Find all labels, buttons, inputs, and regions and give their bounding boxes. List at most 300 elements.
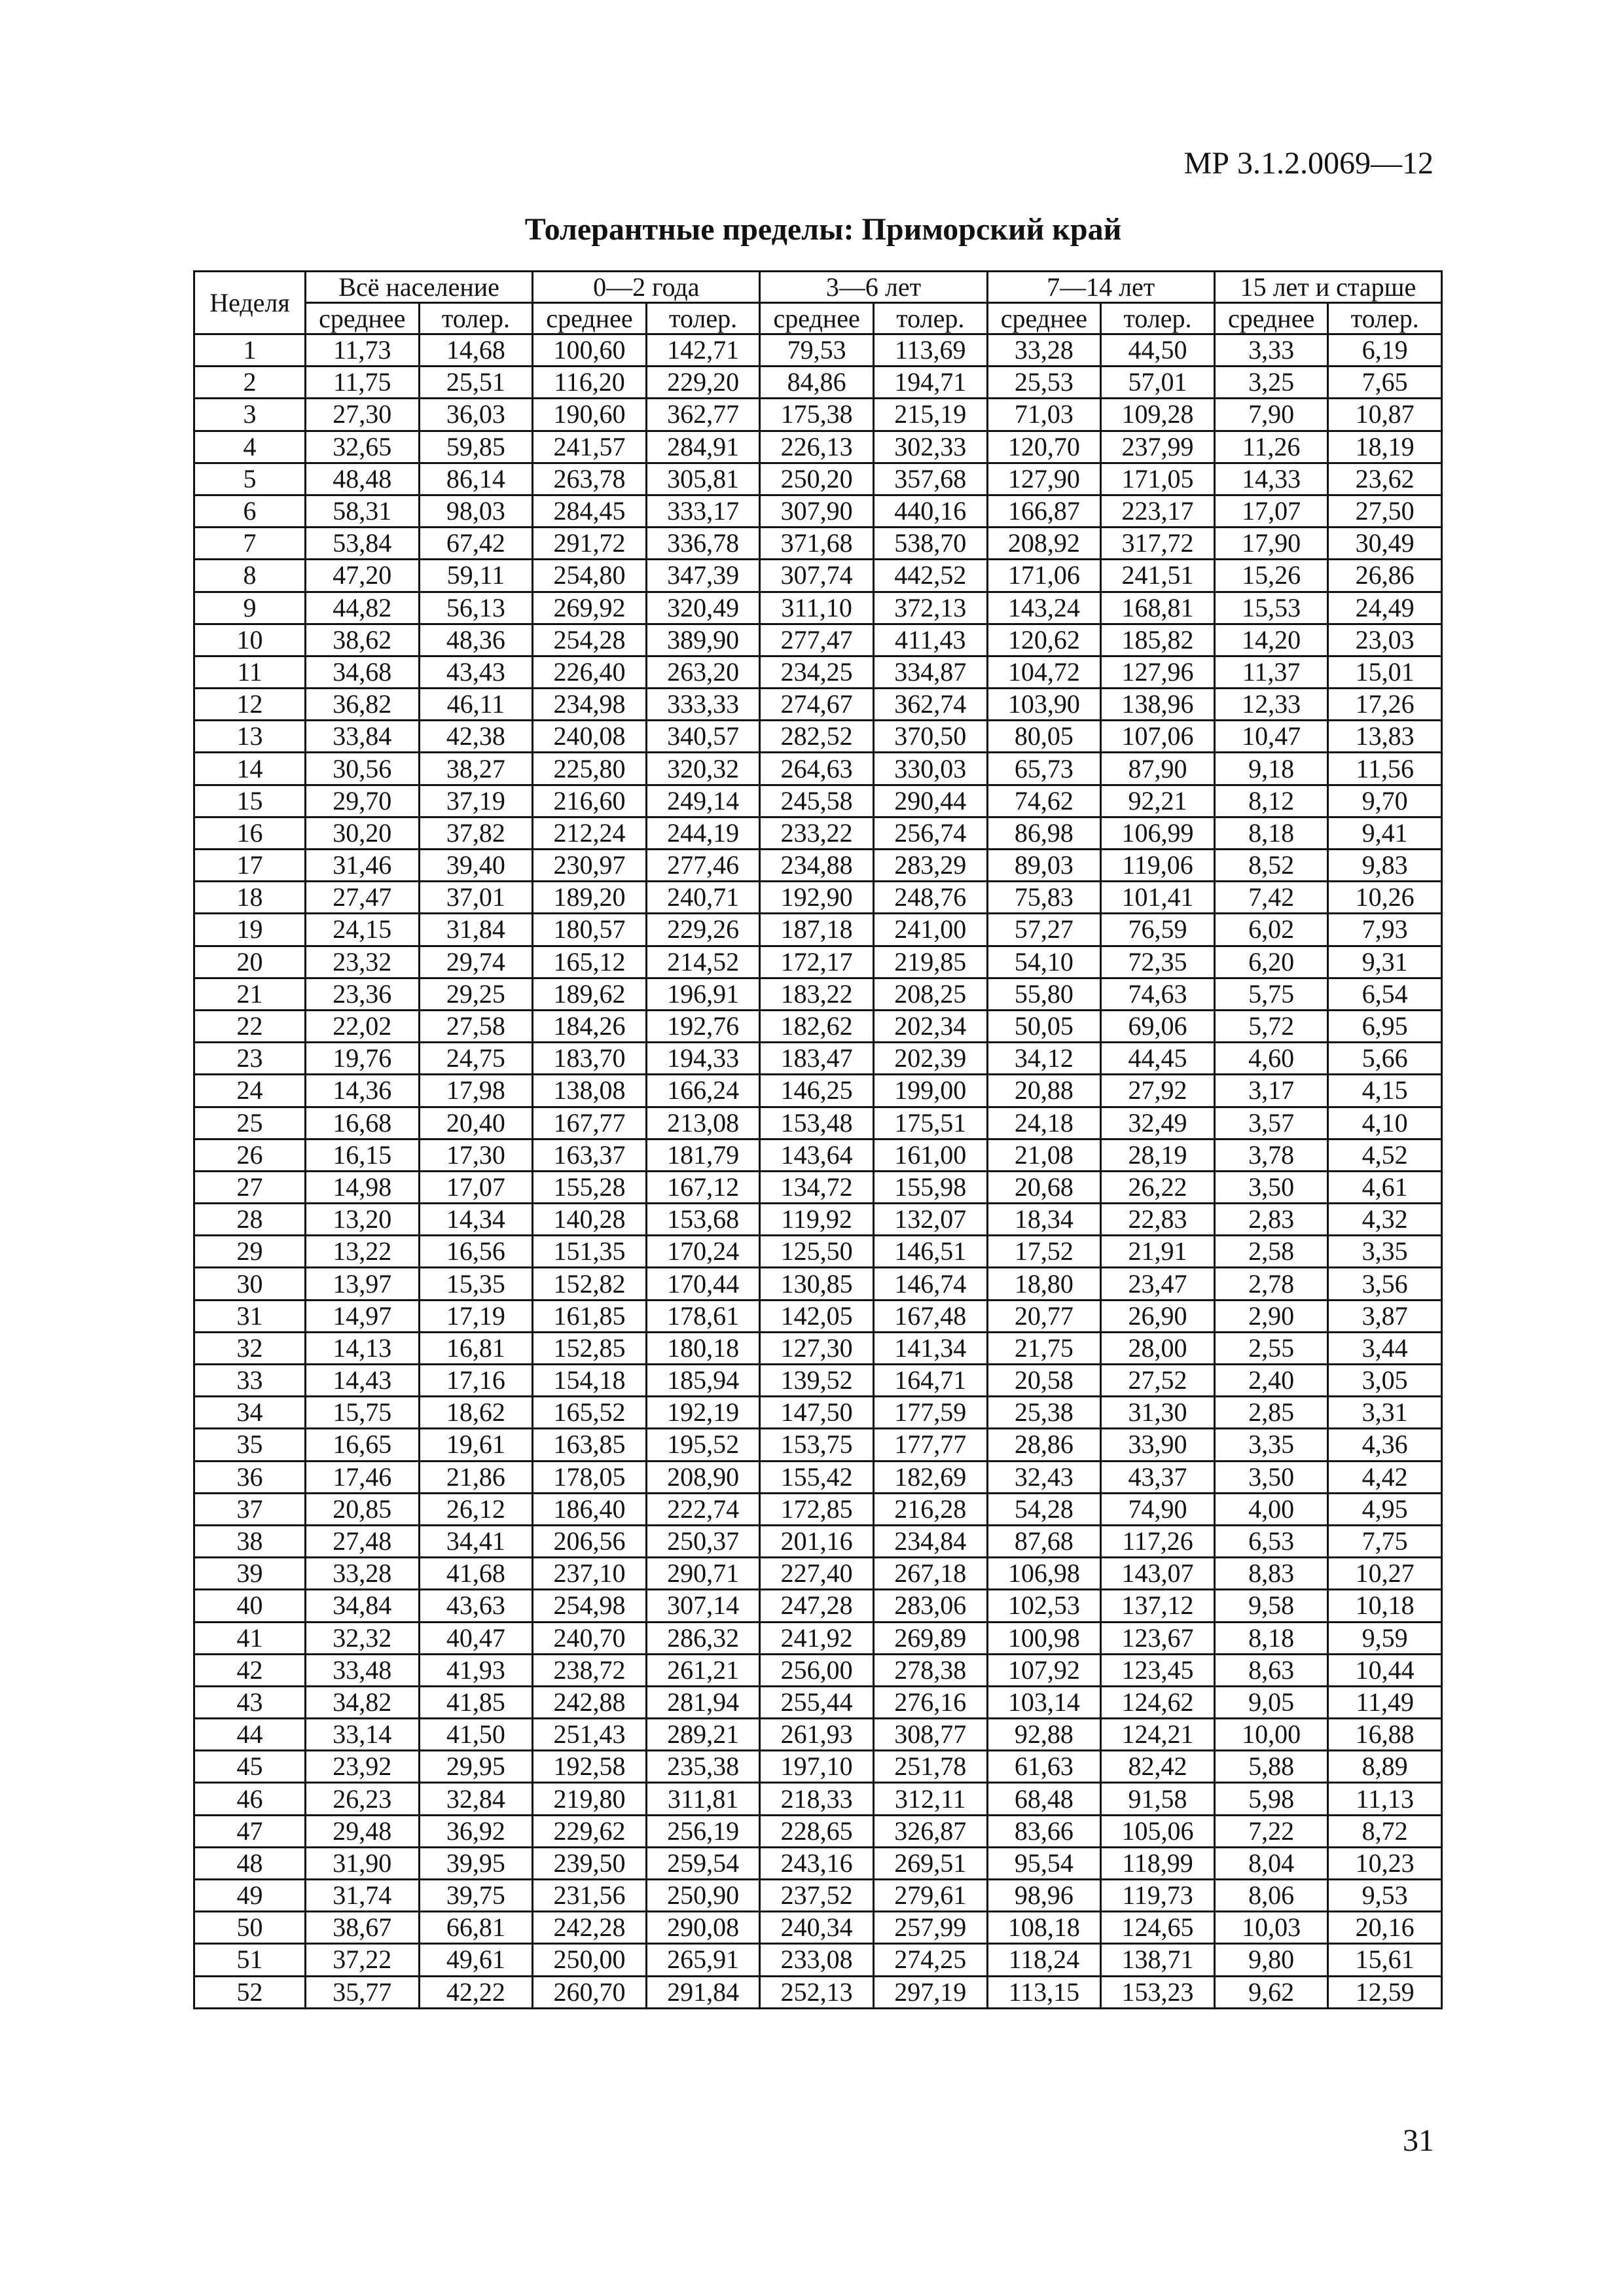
- table-row: [194, 1204, 1442, 1236]
- age-15-plus-mean-cell: 12,33: [1214, 689, 1328, 721]
- all-tolerance-cell: 59,85: [419, 431, 533, 463]
- age-0-2-mean-cell: 231,56: [533, 1880, 647, 1912]
- age-0-2-tolerance-cell: 222,74: [646, 1493, 760, 1525]
- age-0-2-tolerance-cell: 286,32: [646, 1622, 760, 1654]
- week-cell: 46: [194, 1783, 306, 1815]
- week-cell: 10: [194, 624, 306, 656]
- age-0-2-tolerance-cell: 256,19: [646, 1815, 760, 1847]
- week-cell: 18: [194, 882, 306, 914]
- age-7-14-tolerance-cell: 317,72: [1101, 528, 1215, 560]
- age-0-2-tolerance-cell: 180,18: [646, 1332, 760, 1364]
- table-row: [194, 1815, 1442, 1847]
- age-0-2-tolerance-cell: 208,90: [646, 1461, 760, 1493]
- age-15-plus-tolerance-cell: 30,49: [1328, 528, 1442, 560]
- age-0-2-tolerance-cell: 265,91: [646, 1944, 760, 1976]
- age-3-6-tolerance-cell: 283,06: [873, 1590, 987, 1622]
- table-row: [194, 1461, 1442, 1493]
- age-0-2-tolerance-cell: 281,94: [646, 1686, 760, 1718]
- age-3-6-tolerance-cell: 538,70: [873, 528, 987, 560]
- all-mean-cell: 13,97: [306, 1268, 420, 1300]
- age-15-plus-tolerance-cell: 15,61: [1328, 1944, 1442, 1976]
- age-7-14-mean-cell: 32,43: [987, 1461, 1101, 1493]
- all-tolerance-cell: 15,35: [419, 1268, 533, 1300]
- week-cell: 8: [194, 560, 306, 592]
- all-tolerance-cell: 37,01: [419, 882, 533, 914]
- age-7-14-mean-cell: 55,80: [987, 978, 1101, 1010]
- table-row: [194, 1139, 1442, 1171]
- age-15-plus-tolerance-cell: 3,56: [1328, 1268, 1442, 1300]
- age-15-plus-mean-cell: 5,98: [1214, 1783, 1328, 1815]
- age-7-14-mean-cell: 118,24: [987, 1944, 1101, 1976]
- age-0-2-mean-cell: 151,35: [533, 1236, 647, 1268]
- age-15-plus-tolerance-cell: 7,93: [1328, 914, 1442, 946]
- week-cell: 47: [194, 1815, 306, 1847]
- age-15-plus-mean-cell: 7,22: [1214, 1815, 1328, 1847]
- age-3-6-tolerance-cell: 241,00: [873, 914, 987, 946]
- age-7-14-mean-cell: 113,15: [987, 1976, 1101, 2008]
- age-15-plus-mean-cell: 8,63: [1214, 1654, 1328, 1686]
- week-cell: 6: [194, 495, 306, 527]
- age-0-2-mean-cell: 269,92: [533, 592, 647, 624]
- age-7-14-mean-cell: 20,77: [987, 1300, 1101, 1332]
- age-0-2-mean-cell: 216,60: [533, 785, 647, 817]
- sub-header-mean: среднее: [760, 303, 874, 334]
- age-7-14-mean-cell: 74,62: [987, 785, 1101, 817]
- age-0-2-tolerance-cell: 153,68: [646, 1204, 760, 1236]
- all-tolerance-cell: 16,56: [419, 1236, 533, 1268]
- age-15-plus-mean-cell: 11,26: [1214, 431, 1328, 463]
- week-cell: 44: [194, 1719, 306, 1751]
- all-tolerance-cell: 86,14: [419, 463, 533, 495]
- all-mean-cell: 31,74: [306, 1880, 420, 1912]
- all-mean-cell: 33,14: [306, 1719, 420, 1751]
- age-0-2-tolerance-cell: 240,71: [646, 882, 760, 914]
- age-15-plus-mean-cell: 5,88: [1214, 1751, 1328, 1783]
- age-15-plus-mean-cell: 9,58: [1214, 1590, 1328, 1622]
- age-0-2-mean-cell: 152,82: [533, 1268, 647, 1300]
- table-row: [194, 1654, 1442, 1686]
- age-7-14-tolerance-cell: 138,71: [1101, 1944, 1215, 1976]
- age-15-plus-mean-cell: 2,55: [1214, 1332, 1328, 1364]
- all-tolerance-cell: 43,63: [419, 1590, 533, 1622]
- all-mean-cell: 33,28: [306, 1558, 420, 1590]
- age-3-6-mean-cell: 153,48: [760, 1107, 874, 1139]
- age-15-plus-mean-cell: 10,47: [1214, 721, 1328, 753]
- table-row: [194, 1236, 1442, 1268]
- all-tolerance-cell: 41,85: [419, 1686, 533, 1718]
- age-3-6-mean-cell: 247,28: [760, 1590, 874, 1622]
- age-0-2-mean-cell: 242,88: [533, 1686, 647, 1718]
- all-mean-cell: 19,76: [306, 1043, 420, 1075]
- age-3-6-mean-cell: 172,17: [760, 946, 874, 978]
- age-7-14-tolerance-cell: 44,45: [1101, 1043, 1215, 1075]
- age-0-2-mean-cell: 167,77: [533, 1107, 647, 1139]
- age-3-6-tolerance-cell: 302,33: [873, 431, 987, 463]
- age-7-14-mean-cell: 71,03: [987, 399, 1101, 431]
- age-3-6-mean-cell: 237,52: [760, 1880, 874, 1912]
- age-15-plus-tolerance-cell: 9,41: [1328, 817, 1442, 849]
- all-mean-cell: 14,98: [306, 1171, 420, 1203]
- week-cell: 40: [194, 1590, 306, 1622]
- age-15-plus-tolerance-cell: 11,56: [1328, 753, 1442, 785]
- week-cell: 41: [194, 1622, 306, 1654]
- age-7-14-tolerance-cell: 153,23: [1101, 1976, 1215, 2008]
- all-mean-cell: 29,48: [306, 1815, 420, 1847]
- table-row: [194, 1719, 1442, 1751]
- age-3-6-mean-cell: 252,13: [760, 1976, 874, 2008]
- week-cell: 17: [194, 850, 306, 882]
- age-7-14-tolerance-cell: 82,42: [1101, 1751, 1215, 1783]
- age-0-2-mean-cell: 100,60: [533, 334, 647, 367]
- age-15-plus-tolerance-cell: 26,86: [1328, 560, 1442, 592]
- age-7-14-mean-cell: 89,03: [987, 850, 1101, 882]
- sub-header-tolerance: толер.: [1328, 303, 1442, 334]
- age-3-6-mean-cell: 243,16: [760, 1847, 874, 1879]
- table-row: [194, 1332, 1442, 1364]
- age-0-2-tolerance-cell: 362,77: [646, 399, 760, 431]
- table-row: [194, 1686, 1442, 1718]
- age-7-14-mean-cell: 143,24: [987, 592, 1101, 624]
- week-cell: 32: [194, 1332, 306, 1364]
- age-7-14-mean-cell: 34,12: [987, 1043, 1101, 1075]
- week-cell: 31: [194, 1300, 306, 1332]
- table-row: [194, 1880, 1442, 1912]
- age-7-14-mean-cell: 75,83: [987, 882, 1101, 914]
- age-7-14-tolerance-cell: 28,19: [1101, 1139, 1215, 1171]
- week-cell: 25: [194, 1107, 306, 1139]
- age-7-14-tolerance-cell: 137,12: [1101, 1590, 1215, 1622]
- age-3-6-tolerance-cell: 182,69: [873, 1461, 987, 1493]
- age-3-6-mean-cell: 146,25: [760, 1075, 874, 1107]
- all-mean-cell: 38,67: [306, 1912, 420, 1944]
- age-7-14-mean-cell: 65,73: [987, 753, 1101, 785]
- age-15-plus-tolerance-cell: 23,03: [1328, 624, 1442, 656]
- age-15-plus-mean-cell: 3,57: [1214, 1107, 1328, 1139]
- age-15-plus-tolerance-cell: 3,44: [1328, 1332, 1442, 1364]
- week-column-header: Неделя: [194, 272, 306, 334]
- age-15-plus-tolerance-cell: 23,62: [1328, 463, 1442, 495]
- age-15-plus-tolerance-cell: 16,88: [1328, 1719, 1442, 1751]
- age-7-14-mean-cell: 127,90: [987, 463, 1101, 495]
- age-7-14-tolerance-cell: 33,90: [1101, 1429, 1215, 1461]
- age-3-6-tolerance-cell: 113,69: [873, 334, 987, 367]
- age-3-6-mean-cell: 183,47: [760, 1043, 874, 1075]
- all-tolerance-cell: 41,68: [419, 1558, 533, 1590]
- age-7-14-mean-cell: 92,88: [987, 1719, 1101, 1751]
- age-0-2-mean-cell: 230,97: [533, 850, 647, 882]
- age-7-14-mean-cell: 18,34: [987, 1204, 1101, 1236]
- age-0-2-tolerance-cell: 290,71: [646, 1558, 760, 1590]
- age-15-plus-tolerance-cell: 9,59: [1328, 1622, 1442, 1654]
- age-7-14-mean-cell: 54,10: [987, 946, 1101, 978]
- age-15-plus-tolerance-cell: 9,70: [1328, 785, 1442, 817]
- all-mean-cell: 23,36: [306, 978, 420, 1010]
- age-0-2-mean-cell: 184,26: [533, 1010, 647, 1042]
- age-7-14-tolerance-cell: 27,52: [1101, 1365, 1215, 1397]
- all-tolerance-cell: 17,98: [419, 1075, 533, 1107]
- age-3-6-tolerance-cell: 411,43: [873, 624, 987, 656]
- age-15-plus-tolerance-cell: 8,89: [1328, 1751, 1442, 1783]
- age-3-6-tolerance-cell: 357,68: [873, 463, 987, 495]
- table-row: [194, 850, 1442, 882]
- table-row: [194, 946, 1442, 978]
- all-mean-cell: 24,15: [306, 914, 420, 946]
- all-tolerance-cell: 43,43: [419, 656, 533, 688]
- age-0-2-tolerance-cell: 336,78: [646, 528, 760, 560]
- all-mean-cell: 13,20: [306, 1204, 420, 1236]
- all-tolerance-cell: 19,61: [419, 1429, 533, 1461]
- age-7-14-tolerance-cell: 28,00: [1101, 1332, 1215, 1364]
- all-mean-cell: 14,97: [306, 1300, 420, 1332]
- all-mean-cell: 34,68: [306, 656, 420, 688]
- age-15-plus-mean-cell: 8,18: [1214, 817, 1328, 849]
- table-row: [194, 978, 1442, 1010]
- all-mean-cell: 53,84: [306, 528, 420, 560]
- age-3-6-mean-cell: 240,34: [760, 1912, 874, 1944]
- age-3-6-mean-cell: 182,62: [760, 1010, 874, 1042]
- age-7-14-tolerance-cell: 72,35: [1101, 946, 1215, 978]
- age-7-14-tolerance-cell: 32,49: [1101, 1107, 1215, 1139]
- age-0-2-tolerance-cell: 229,20: [646, 367, 760, 399]
- age-7-14-mean-cell: 21,08: [987, 1139, 1101, 1171]
- age-15-plus-mean-cell: 9,80: [1214, 1944, 1328, 1976]
- age-3-6-tolerance-cell: 248,76: [873, 882, 987, 914]
- age-15-plus-mean-cell: 8,83: [1214, 1558, 1328, 1590]
- age-3-6-tolerance-cell: 146,51: [873, 1236, 987, 1268]
- all-tolerance-cell: 39,75: [419, 1880, 533, 1912]
- age-15-plus-mean-cell: 3,33: [1214, 334, 1328, 367]
- age-15-plus-tolerance-cell: 6,54: [1328, 978, 1442, 1010]
- age-3-6-tolerance-cell: 141,34: [873, 1332, 987, 1364]
- age-7-14-mean-cell: 100,98: [987, 1622, 1101, 1654]
- age-0-2-mean-cell: 155,28: [533, 1171, 647, 1203]
- age-15-plus-mean-cell: 17,90: [1214, 528, 1328, 560]
- table-row: [194, 463, 1442, 495]
- week-cell: 20: [194, 946, 306, 978]
- all-tolerance-cell: 20,40: [419, 1107, 533, 1139]
- all-mean-cell: 11,73: [306, 334, 420, 367]
- age-15-plus-mean-cell: 3,50: [1214, 1461, 1328, 1493]
- age-7-14-tolerance-cell: 138,96: [1101, 689, 1215, 721]
- age-15-plus-tolerance-cell: 15,01: [1328, 656, 1442, 688]
- table-row: [194, 882, 1442, 914]
- age-3-6-mean-cell: 153,75: [760, 1429, 874, 1461]
- age-15-plus-tolerance-cell: 9,53: [1328, 1880, 1442, 1912]
- age-15-plus-mean-cell: 15,53: [1214, 592, 1328, 624]
- table-row: [194, 689, 1442, 721]
- table-row: [194, 914, 1442, 946]
- age-0-2-mean-cell: 212,24: [533, 817, 647, 849]
- age-0-2-tolerance-cell: 213,08: [646, 1107, 760, 1139]
- age-15-plus-mean-cell: 4,00: [1214, 1493, 1328, 1525]
- age-7-14-mean-cell: 61,63: [987, 1751, 1101, 1783]
- week-cell: 3: [194, 399, 306, 431]
- age-15-plus-tolerance-cell: 3,35: [1328, 1236, 1442, 1268]
- table-row: [194, 367, 1442, 399]
- week-cell: 5: [194, 463, 306, 495]
- age-7-14-tolerance-cell: 105,06: [1101, 1815, 1215, 1847]
- table-row: [194, 1043, 1442, 1075]
- table-row: [194, 817, 1442, 849]
- sub-header-tolerance: толер.: [1101, 303, 1215, 334]
- age-7-14-mean-cell: 21,75: [987, 1332, 1101, 1364]
- age-0-2-tolerance-cell: 291,84: [646, 1976, 760, 2008]
- age-0-2-tolerance-cell: 250,37: [646, 1525, 760, 1557]
- age-15-plus-mean-cell: 8,52: [1214, 850, 1328, 882]
- age-15-plus-tolerance-cell: 10,87: [1328, 399, 1442, 431]
- age-7-14-tolerance-cell: 107,06: [1101, 721, 1215, 753]
- age-15-plus-mean-cell: 14,20: [1214, 624, 1328, 656]
- age-7-14-mean-cell: 25,38: [987, 1397, 1101, 1429]
- age-15-plus-tolerance-cell: 11,49: [1328, 1686, 1442, 1718]
- age-7-14-mean-cell: 86,98: [987, 817, 1101, 849]
- age-3-6-mean-cell: 147,50: [760, 1397, 874, 1429]
- age-7-14-tolerance-cell: 69,06: [1101, 1010, 1215, 1042]
- age-0-2-mean-cell: 161,85: [533, 1300, 647, 1332]
- all-mean-cell: 27,48: [306, 1525, 420, 1557]
- age-3-6-mean-cell: 155,42: [760, 1461, 874, 1493]
- all-tolerance-cell: 56,13: [419, 592, 533, 624]
- age-7-14-tolerance-cell: 143,07: [1101, 1558, 1215, 1590]
- age-0-2-tolerance-cell: 340,57: [646, 721, 760, 753]
- age-3-6-mean-cell: 264,63: [760, 753, 874, 785]
- week-cell: 24: [194, 1075, 306, 1107]
- all-tolerance-cell: 16,81: [419, 1332, 533, 1364]
- age-7-14-mean-cell: 20,68: [987, 1171, 1101, 1203]
- age-15-plus-mean-cell: 14,33: [1214, 463, 1328, 495]
- week-cell: 19: [194, 914, 306, 946]
- all-tolerance-cell: 18,62: [419, 1397, 533, 1429]
- all-mean-cell: 33,84: [306, 721, 420, 753]
- table-row: [194, 1751, 1442, 1783]
- age-0-2-tolerance-cell: 333,33: [646, 689, 760, 721]
- age-0-2-tolerance-cell: 311,81: [646, 1783, 760, 1815]
- age-3-6-mean-cell: 183,22: [760, 978, 874, 1010]
- age-3-6-mean-cell: 201,16: [760, 1525, 874, 1557]
- table-row: [194, 1493, 1442, 1525]
- age-0-2-mean-cell: 206,56: [533, 1525, 647, 1557]
- table-row: [194, 1107, 1442, 1139]
- week-cell: 33: [194, 1365, 306, 1397]
- age-0-2-tolerance-cell: 167,12: [646, 1171, 760, 1203]
- age-7-14-mean-cell: 54,28: [987, 1493, 1101, 1525]
- age-15-plus-mean-cell: 2,85: [1214, 1397, 1328, 1429]
- age-15-plus-tolerance-cell: 4,36: [1328, 1429, 1442, 1461]
- age-7-14-tolerance-cell: 44,50: [1101, 334, 1215, 367]
- week-cell: 26: [194, 1139, 306, 1171]
- age-0-2-mean-cell: 165,52: [533, 1397, 647, 1429]
- age-15-plus-mean-cell: 8,18: [1214, 1622, 1328, 1654]
- age-3-6-tolerance-cell: 251,78: [873, 1751, 987, 1783]
- age-15-plus-tolerance-cell: 4,15: [1328, 1075, 1442, 1107]
- table-row: [194, 592, 1442, 624]
- age-3-6-tolerance-cell: 279,61: [873, 1880, 987, 1912]
- week-cell: 52: [194, 1976, 306, 2008]
- age-15-plus-tolerance-cell: 20,16: [1328, 1912, 1442, 1944]
- age-0-2-mean-cell: 250,00: [533, 1944, 647, 1976]
- age-15-plus-tolerance-cell: 10,26: [1328, 882, 1442, 914]
- all-mean-cell: 36,82: [306, 689, 420, 721]
- all-mean-cell: 29,70: [306, 785, 420, 817]
- age-7-14-tolerance-cell: 101,41: [1101, 882, 1215, 914]
- sub-header-mean: среднее: [533, 303, 647, 334]
- age-15-plus-tolerance-cell: 9,83: [1328, 850, 1442, 882]
- age-3-6-mean-cell: 371,68: [760, 528, 874, 560]
- age-3-6-tolerance-cell: 308,77: [873, 1719, 987, 1751]
- age-0-2-mean-cell: 192,58: [533, 1751, 647, 1783]
- week-cell: 29: [194, 1236, 306, 1268]
- sub-header-mean: среднее: [1214, 303, 1328, 334]
- all-mean-cell: 11,75: [306, 367, 420, 399]
- age-0-2-mean-cell: 237,10: [533, 1558, 647, 1590]
- all-mean-cell: 32,32: [306, 1622, 420, 1654]
- all-mean-cell: 38,62: [306, 624, 420, 656]
- age-3-6-mean-cell: 79,53: [760, 334, 874, 367]
- sub-header-tolerance: толер.: [646, 303, 760, 334]
- group-header-all-population: Всё население: [306, 272, 533, 303]
- age-15-plus-tolerance-cell: 10,27: [1328, 1558, 1442, 1590]
- all-mean-cell: 17,46: [306, 1461, 420, 1493]
- all-mean-cell: 34,84: [306, 1590, 420, 1622]
- age-0-2-tolerance-cell: 181,79: [646, 1139, 760, 1171]
- age-7-14-tolerance-cell: 185,82: [1101, 624, 1215, 656]
- age-3-6-tolerance-cell: 362,74: [873, 689, 987, 721]
- all-mean-cell: 23,32: [306, 946, 420, 978]
- age-0-2-tolerance-cell: 289,21: [646, 1719, 760, 1751]
- age-7-14-tolerance-cell: 237,99: [1101, 431, 1215, 463]
- all-tolerance-cell: 14,68: [419, 334, 533, 367]
- age-0-2-tolerance-cell: 194,33: [646, 1043, 760, 1075]
- week-cell: 27: [194, 1171, 306, 1203]
- table-header: [194, 272, 1442, 334]
- table-row: [194, 1622, 1442, 1654]
- age-7-14-tolerance-cell: 21,91: [1101, 1236, 1215, 1268]
- table-row: [194, 721, 1442, 753]
- age-0-2-tolerance-cell: 259,54: [646, 1847, 760, 1879]
- age-3-6-mean-cell: 197,10: [760, 1751, 874, 1783]
- age-7-14-tolerance-cell: 87,90: [1101, 753, 1215, 785]
- age-7-14-tolerance-cell: 223,17: [1101, 495, 1215, 527]
- age-15-plus-mean-cell: 11,37: [1214, 656, 1328, 688]
- age-3-6-mean-cell: 256,00: [760, 1654, 874, 1686]
- all-mean-cell: 31,46: [306, 850, 420, 882]
- age-7-14-mean-cell: 20,88: [987, 1075, 1101, 1107]
- age-7-14-mean-cell: 104,72: [987, 656, 1101, 688]
- age-3-6-mean-cell: 307,90: [760, 495, 874, 527]
- age-0-2-tolerance-cell: 142,71: [646, 334, 760, 367]
- age-3-6-mean-cell: 228,65: [760, 1815, 874, 1847]
- age-15-plus-mean-cell: 6,20: [1214, 946, 1328, 978]
- all-tolerance-cell: 26,12: [419, 1493, 533, 1525]
- age-7-14-mean-cell: 50,05: [987, 1010, 1101, 1042]
- age-7-14-mean-cell: 25,53: [987, 367, 1101, 399]
- age-3-6-mean-cell: 274,67: [760, 689, 874, 721]
- age-3-6-tolerance-cell: 372,13: [873, 592, 987, 624]
- age-0-2-mean-cell: 234,98: [533, 689, 647, 721]
- age-15-plus-mean-cell: 15,26: [1214, 560, 1328, 592]
- age-0-2-tolerance-cell: 244,19: [646, 817, 760, 849]
- all-tolerance-cell: 17,07: [419, 1171, 533, 1203]
- age-15-plus-mean-cell: 2,78: [1214, 1268, 1328, 1300]
- age-7-14-tolerance-cell: 118,99: [1101, 1847, 1215, 1879]
- age-15-plus-tolerance-cell: 4,95: [1328, 1493, 1442, 1525]
- page-title: Толерантные пределы: Приморский край: [524, 212, 1122, 247]
- table-row: [194, 1912, 1442, 1944]
- week-cell: 13: [194, 721, 306, 753]
- age-3-6-tolerance-cell: 155,98: [873, 1171, 987, 1203]
- age-3-6-tolerance-cell: 276,16: [873, 1686, 987, 1718]
- age-0-2-mean-cell: 284,45: [533, 495, 647, 527]
